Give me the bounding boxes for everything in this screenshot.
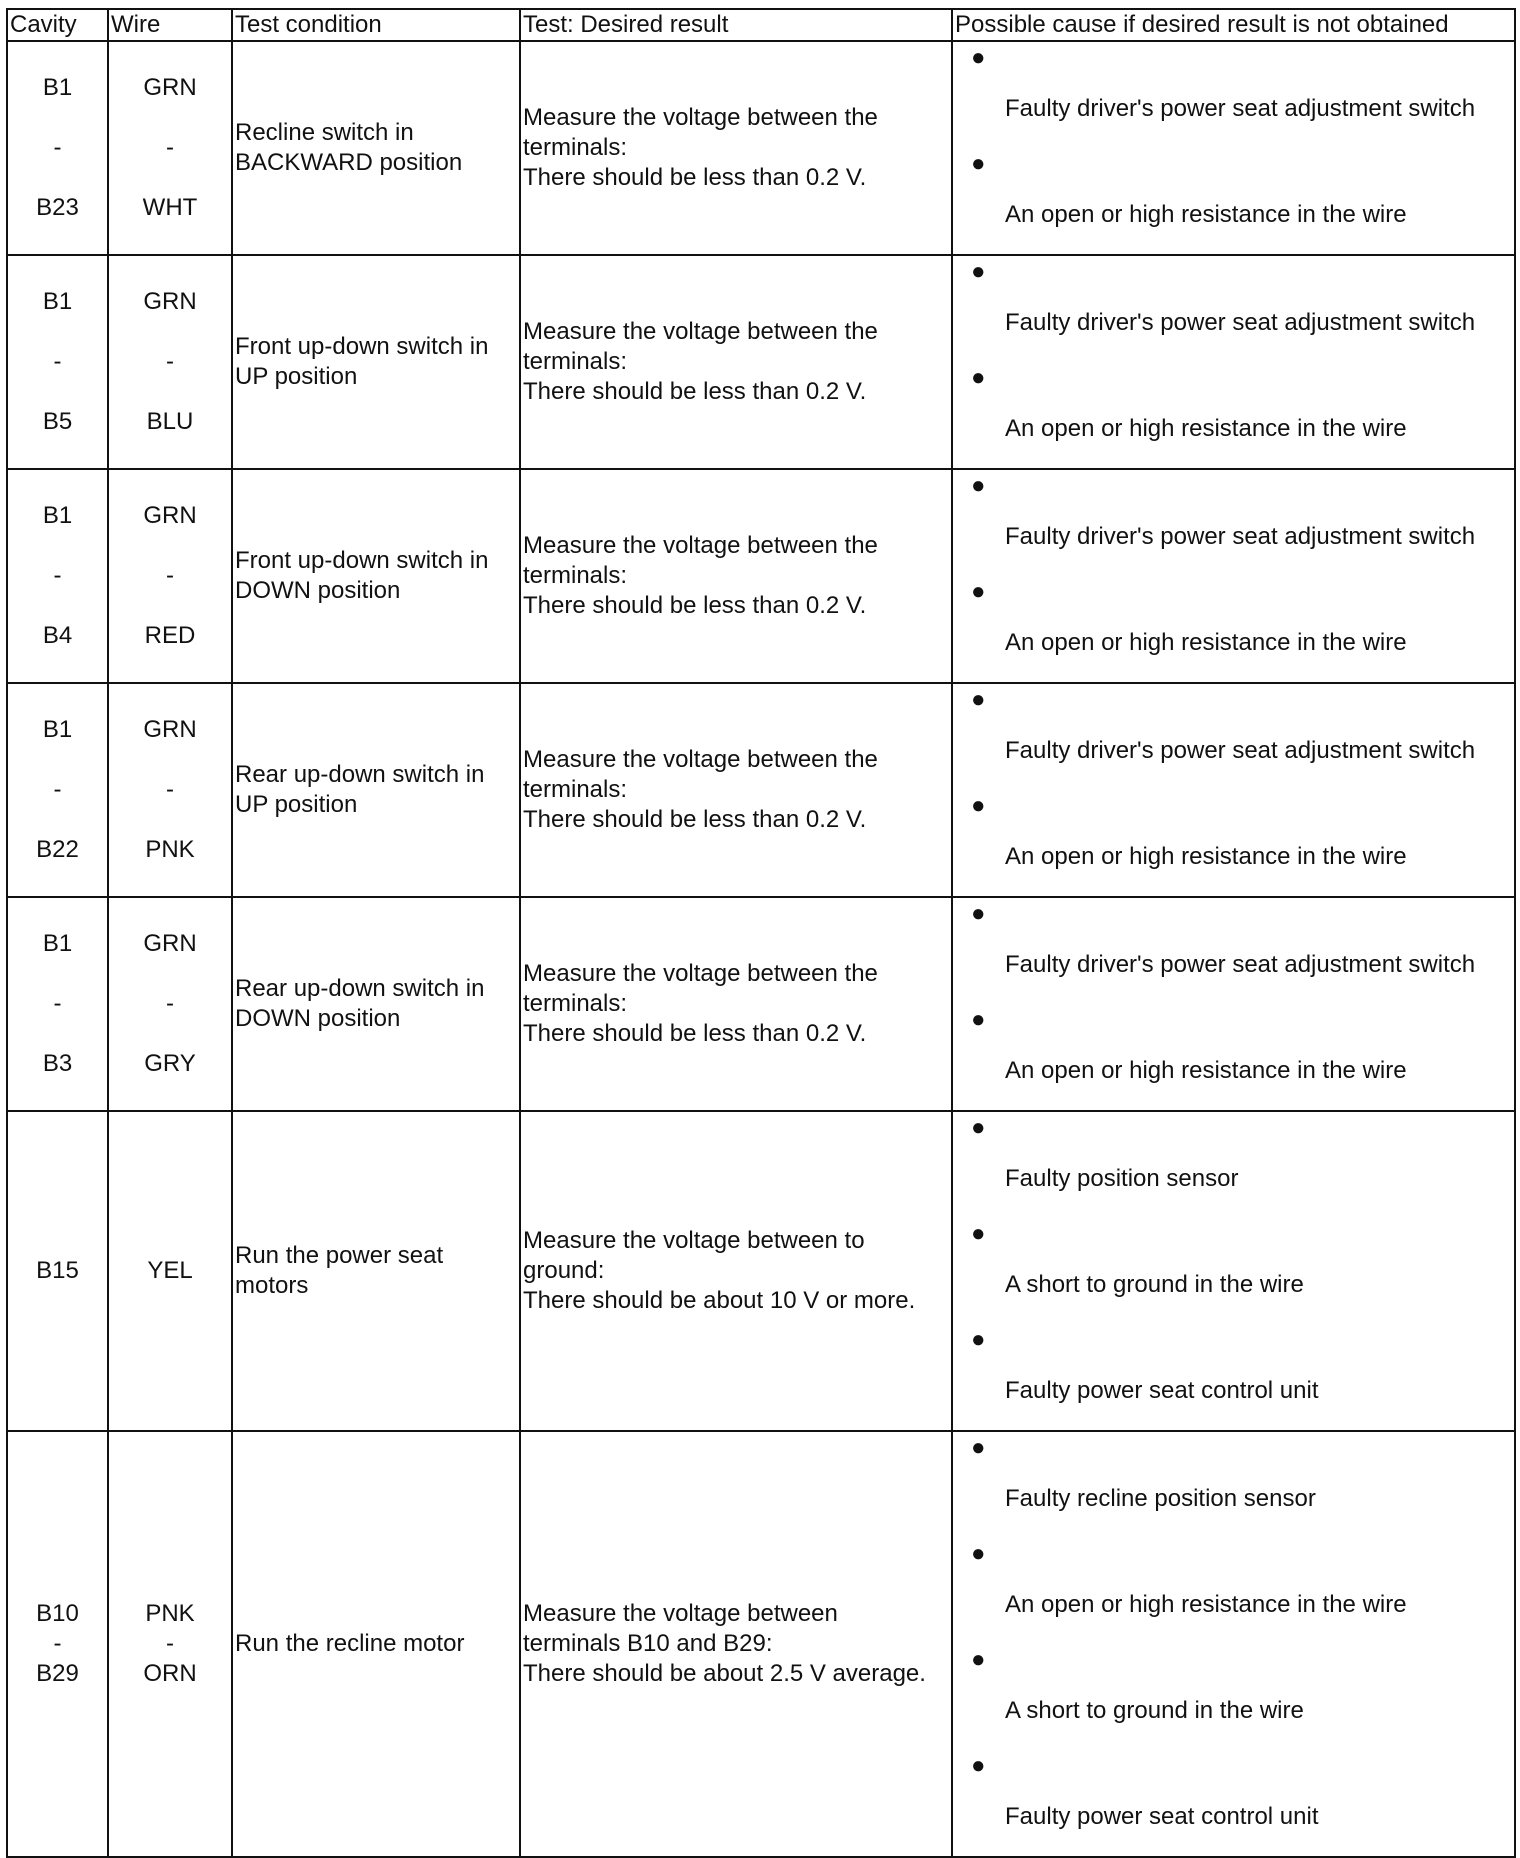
- cavity-sep: -: [53, 776, 62, 803]
- wire-to: RED: [144, 622, 196, 649]
- list-item: [953, 42, 1514, 148]
- list-item: [953, 1218, 1514, 1324]
- cavity-cell: [7, 1111, 108, 1431]
- header-cavity: Cavity: [7, 9, 108, 41]
- cavity-from: B1: [42, 74, 73, 101]
- result-line: Measure the voltage between the: [523, 318, 878, 345]
- cavity-to: B23: [36, 194, 79, 221]
- bullet-icon: ●: [971, 1326, 986, 1353]
- list-item: [953, 256, 1514, 362]
- bullet-icon: ●: [971, 792, 986, 819]
- test-condition-cell: [232, 41, 520, 255]
- possible-cause-cell: [952, 1111, 1515, 1431]
- condition-line: BACKWARD position: [235, 149, 463, 176]
- bullet-icon: ●: [971, 1220, 986, 1247]
- wire-from: PNK: [145, 1600, 195, 1627]
- list-item: [953, 148, 1514, 254]
- bullet-icon: ●: [971, 472, 986, 499]
- table-row: [7, 469, 1515, 683]
- condition-line: UP position: [235, 363, 358, 390]
- wire-cell: [108, 897, 232, 1111]
- test-condition-cell: [232, 469, 520, 683]
- wire-to: BLU: [146, 408, 194, 435]
- wire-to: PNK: [145, 836, 195, 863]
- wire-sep: -: [166, 1630, 174, 1657]
- cause-text: Faulty driver's power seat adjustment switch: [1005, 95, 1476, 122]
- result-line: Measure the voltage between the: [523, 532, 878, 559]
- cause-text: Faulty power seat control unit: [1005, 1803, 1319, 1830]
- cavity-cell: [7, 469, 108, 683]
- wire-sep: -: [166, 562, 174, 589]
- condition-line: Run the power seat: [235, 1242, 444, 1269]
- result-line: There should be less than 0.2 V.: [523, 164, 867, 191]
- table-row: [7, 1111, 1515, 1431]
- possible-cause-cell: [952, 1431, 1515, 1857]
- bullet-icon: ●: [971, 1646, 986, 1673]
- cause-text: An open or high resistance in the wire: [1005, 629, 1407, 656]
- list-item: [953, 576, 1514, 682]
- cavity-from: B1: [42, 930, 73, 957]
- wire-sep: -: [166, 348, 174, 375]
- wire-from: GRN: [143, 716, 197, 743]
- result-line: ground:: [523, 1257, 605, 1284]
- bullet-icon: ●: [971, 578, 986, 605]
- list-item: [953, 1324, 1514, 1430]
- bullet-icon: ●: [971, 364, 986, 391]
- possible-cause-cell: [952, 469, 1515, 683]
- wire-sep: -: [166, 134, 174, 161]
- cavity-cell: [7, 1431, 108, 1857]
- cavity-cell: [7, 41, 108, 255]
- bullet-icon: ●: [971, 1434, 986, 1461]
- cavity-to: B5: [42, 408, 73, 435]
- list-item: [953, 1644, 1514, 1750]
- cause-text: A short to ground in the wire: [1005, 1697, 1304, 1724]
- table-row: [7, 41, 1515, 255]
- result-line: There should be less than 0.2 V.: [523, 378, 867, 405]
- wire-sep: -: [166, 776, 174, 803]
- bullet-icon: ●: [971, 150, 986, 177]
- condition-line: Rear up-down switch in: [235, 761, 485, 788]
- wire-from: GRN: [143, 74, 197, 101]
- cavity-cell: [7, 255, 108, 469]
- result-line: terminals:: [523, 348, 628, 375]
- bullet-icon: ●: [971, 1752, 986, 1779]
- result-line: Measure the voltage between the: [523, 746, 878, 773]
- wire-value: YEL: [147, 1257, 193, 1284]
- cavity-from: B1: [42, 716, 73, 743]
- cavity-from: B10: [36, 1600, 79, 1627]
- test-condition-cell: [232, 1111, 520, 1431]
- cavity-to: B29: [36, 1660, 79, 1687]
- cause-text: An open or high resistance in the wire: [1005, 1057, 1407, 1084]
- table-row: [7, 1431, 1515, 1857]
- cavity-to: B4: [42, 622, 73, 649]
- desired-result-cell: [520, 683, 952, 897]
- cause-text: Faulty driver's power seat adjustment switch: [1005, 523, 1476, 550]
- result-line: There should be about 10 V or more.: [523, 1287, 916, 1314]
- possible-cause-cell: [952, 683, 1515, 897]
- condition-line: Rear up-down switch in: [235, 975, 485, 1002]
- result-line: There should be less than 0.2 V.: [523, 806, 867, 833]
- list-item: [953, 790, 1514, 896]
- test-condition-cell: [232, 683, 520, 897]
- result-line: Measure the voltage between the: [523, 960, 878, 987]
- possible-cause-cell: [952, 41, 1515, 255]
- condition-line: Recline switch in: [235, 119, 414, 146]
- list-item: [953, 1750, 1514, 1856]
- desired-result-cell: [520, 1111, 952, 1431]
- test-condition-cell: [232, 1431, 520, 1857]
- list-item: [953, 898, 1514, 1004]
- cavity-cell: [7, 897, 108, 1111]
- wire-cell: [108, 255, 232, 469]
- bullet-icon: ●: [971, 900, 986, 927]
- cause-text: Faulty power seat control unit: [1005, 1377, 1319, 1404]
- result-line: terminals:: [523, 776, 628, 803]
- wire-cell: [108, 683, 232, 897]
- result-line: There should be less than 0.2 V.: [523, 592, 867, 619]
- list-item: [953, 1112, 1514, 1218]
- cavity-from: B1: [42, 502, 73, 529]
- cause-text: An open or high resistance in the wire: [1005, 843, 1407, 870]
- result-line: terminals:: [523, 134, 628, 161]
- condition-line: Front up-down switch in: [235, 547, 489, 574]
- bullet-icon: ●: [971, 1540, 986, 1567]
- test-condition-cell: [232, 897, 520, 1111]
- cause-text: Faulty position sensor: [1005, 1165, 1239, 1192]
- condition-line: motors: [235, 1272, 309, 1299]
- result-line: Measure the voltage between the: [523, 104, 878, 131]
- condition-line: UP position: [235, 791, 358, 818]
- cause-text: Faulty recline position sensor: [1005, 1485, 1316, 1512]
- desired-result-cell: [520, 897, 952, 1111]
- cause-text: An open or high resistance in the wire: [1005, 1591, 1407, 1618]
- cavity-to: B22: [36, 836, 79, 863]
- list-item: [953, 684, 1514, 790]
- cause-text: An open or high resistance in the wire: [1005, 415, 1407, 442]
- condition-line: DOWN position: [235, 577, 401, 604]
- possible-cause-cell: [952, 255, 1515, 469]
- wire-to: GRY: [144, 1050, 196, 1077]
- list-item: [953, 1004, 1514, 1110]
- condition-line: Run the recline motor: [235, 1630, 465, 1657]
- list-item: [953, 470, 1514, 576]
- cavity-value: B15: [36, 1257, 79, 1284]
- cavity-sep: -: [53, 1630, 62, 1657]
- header-wire: Wire: [108, 9, 232, 41]
- wire-from: GRN: [143, 930, 197, 957]
- result-line: terminals B10 and B29:: [523, 1630, 773, 1657]
- wire-from: GRN: [143, 502, 197, 529]
- header-row: [7, 9, 1515, 41]
- wire-to: ORN: [143, 1660, 197, 1687]
- test-condition-cell: [232, 255, 520, 469]
- result-line: There should be less than 0.2 V.: [523, 1020, 867, 1047]
- wire-cell: [108, 1431, 232, 1857]
- possible-cause-cell: [952, 897, 1515, 1111]
- result-line: terminals:: [523, 990, 628, 1017]
- bullet-icon: ●: [971, 1006, 986, 1033]
- wire-sep: -: [166, 990, 174, 1017]
- condition-line: DOWN position: [235, 1005, 401, 1032]
- header-desired-result: Test: Desired result: [520, 9, 952, 41]
- header-possible-cause: Possible cause if desired result is not obtained: [952, 9, 1515, 41]
- header-test-condition: Test condition: [232, 9, 520, 41]
- wire-cell: [108, 41, 232, 255]
- bullet-icon: ●: [971, 1114, 986, 1141]
- desired-result-cell: [520, 469, 952, 683]
- desired-result-cell: [520, 255, 952, 469]
- cause-text: Faulty driver's power seat adjustment switch: [1005, 737, 1476, 764]
- cause-text: An open or high resistance in the wire: [1005, 201, 1407, 228]
- cavity-cell: [7, 683, 108, 897]
- cause-text: Faulty driver's power seat adjustment switch: [1005, 951, 1476, 978]
- bullet-icon: ●: [971, 258, 986, 285]
- result-line: terminals:: [523, 562, 628, 589]
- table-row: [7, 683, 1515, 897]
- cavity-sep: -: [53, 134, 62, 161]
- desired-result-cell: [520, 41, 952, 255]
- cavity-to: B3: [42, 1050, 73, 1077]
- table-row: [7, 897, 1515, 1111]
- bullet-icon: ●: [971, 686, 986, 713]
- result-line: Measure the voltage between to: [523, 1227, 865, 1254]
- cavity-sep: -: [53, 348, 62, 375]
- desired-result-cell: [520, 1431, 952, 1857]
- list-item: [953, 1538, 1514, 1644]
- result-line: There should be about 2.5 V average.: [523, 1660, 926, 1687]
- table-row: [7, 255, 1515, 469]
- diagnostic-table: [6, 8, 1516, 1858]
- wire-from: GRN: [143, 288, 197, 315]
- cavity-sep: -: [53, 990, 62, 1017]
- cause-text: A short to ground in the wire: [1005, 1271, 1304, 1298]
- cavity-sep: -: [53, 562, 62, 589]
- result-line: Measure the voltage between: [523, 1600, 838, 1627]
- list-item: [953, 1432, 1514, 1538]
- wire-cell: [108, 469, 232, 683]
- cause-text: Faulty driver's power seat adjustment switch: [1005, 309, 1476, 336]
- list-item: [953, 362, 1514, 468]
- wire-to: WHT: [142, 194, 198, 221]
- wire-cell: [108, 1111, 232, 1431]
- bullet-icon: ●: [971, 44, 986, 71]
- cavity-from: B1: [42, 288, 73, 315]
- condition-line: Front up-down switch in: [235, 333, 489, 360]
